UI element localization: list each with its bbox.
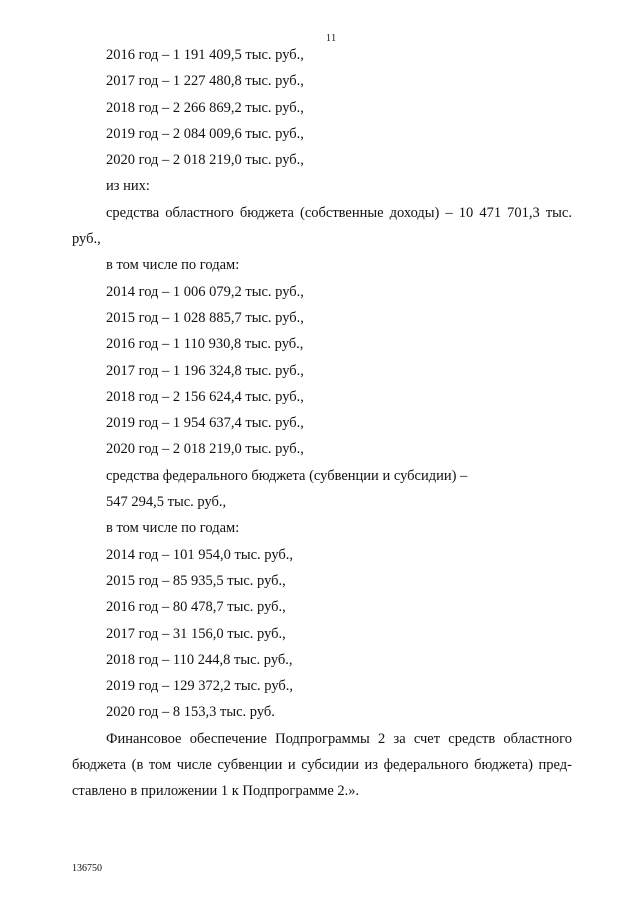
iz-nih-label: из них: [106,178,150,195]
by-years-label: в том числе по годам: [106,257,240,274]
year-line: 2018 год – 2 156 624,4 тыс. руб., [106,388,304,405]
by-years-label: в том числе по годам: [106,520,240,537]
final-paragraph-line-1: Финансовое обеспечение Подпрограммы 2 за счет средств областного [106,730,572,747]
regional-budget-line-1: средства областного бюджета (собственные доходы) – 10 471 701,3 тыс. [106,204,572,221]
year-line: 2020 год – 8 153,3 тыс. руб. [106,704,275,721]
year-line: 2016 год – 1 110 930,8 тыс. руб., [106,336,304,353]
year-line: 2014 год – 101 954,0 тыс. руб., [106,546,294,563]
year-line: 2019 год – 129 372,2 тыс. руб., [106,678,294,695]
regional-budget-line-2: руб., [72,231,101,248]
year-line: 2017 год – 1 227 480,8 тыс. руб., [106,73,304,90]
year-line: 2019 год – 2 084 009,6 тыс. руб., [106,125,304,142]
federal-budget-line-1: средства федерального бюджета (субвенции и субсидии) – [106,467,468,484]
year-line: 2016 год – 80 478,7 тыс. руб., [106,599,286,616]
year-line: 2017 год – 31 156,0 тыс. руб., [106,625,286,642]
document-body [72,42,572,805]
year-line: 2014 год – 1 006 079,2 тыс. руб., [106,283,304,300]
federal-budget-line-2: 547 294,5 тыс. руб., [106,494,227,511]
year-line: 2016 год – 1 191 409,5 тыс. руб., [106,47,304,63]
year-line: 2017 год – 1 196 324,8 тыс. руб., [106,362,304,379]
page-number: 11 [326,33,337,44]
year-line: 2020 год – 2 018 219,0 тыс. руб., [106,441,304,458]
year-line: 2018 год – 110 244,8 тыс. руб., [106,651,293,668]
year-line: 2019 год – 1 954 637,4 тыс. руб., [106,415,304,432]
year-line: 2018 год – 2 266 869,2 тыс. руб., [106,99,304,116]
year-line: 2015 год – 1 028 885,7 тыс. руб., [106,309,304,326]
final-paragraph-line-3: ставлено в приложении 1 к Подпрограмме 2.». [72,783,360,800]
footer-code: 136750 [72,863,102,874]
final-paragraph-line-2: бюджета (в том числе субвенции и субсидии из федерального бюджета) пред- [72,757,572,774]
year-line: 2015 год – 85 935,5 тыс. руб., [106,572,286,589]
year-line: 2020 год – 2 018 219,0 тыс. руб., [106,152,304,169]
